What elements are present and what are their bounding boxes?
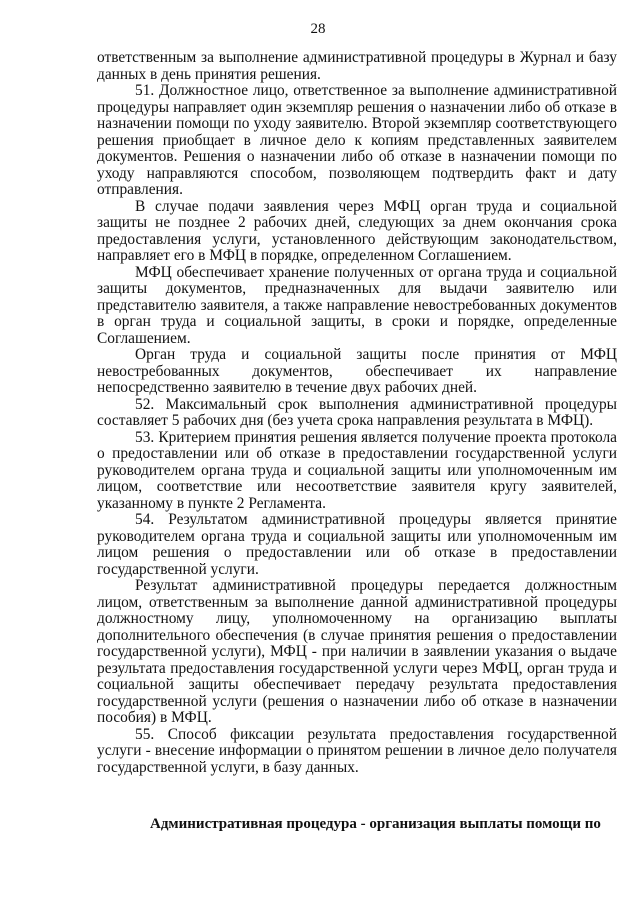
paragraph: 52. Максимальный срок выполнения административной процедуры составляет 5 рабочих дня (без учета срока направления результата в МФЦ).: [97, 395, 617, 429]
paragraph: 51. Должностное лицо, ответственное за выполнение административной процедуры направляет один экземпляр решения о назначении либо об отказе в назначении помощи по уходу заявителю. Второй экземпляр соответствующего решения приобщает в личное дело к копиям представленных заявителем документов. Решения о назначении либо об отказе в назначении помощи по уходу направляются способом, позволяющем подтвердить факт и дату отправления.: [97, 82, 617, 198]
paragraph: Результат административной процедуры передается должностным лицом, ответственным за выполнение данной административной процедуры должностному лицу, уполномоченному на организацию выплаты дополнительного обеспечения (в случае принятия решения о предоставлении государственной услуги), МФЦ - при наличии в заявлении указания о выдаче результата предоставления государственной услуги через МФЦ, орган труда и социальной защиты обеспечивает передачу результата предоставления государственной услуги (решения о назначении либо об отказе в назначении пособия) в МФЦ.: [97, 577, 617, 726]
paragraph: Орган труда и социальной защиты после принятия от МФЦ невостребованных документов, обеспечивает их направление непосредственно заявителю в течение двух рабочих дней.: [97, 346, 617, 396]
paragraph: МФЦ обеспечивает хранение полученных от органа труда и социальной защиты документов, предназначенных для выдачи заявителю или представителю заявителя, а также направление невостребованных документов в орган труда и социальной защиты, в сроки и порядке, определенные Соглашением.: [97, 263, 617, 347]
section-heading: Административная процедура - организация выплаты помощи по: [150, 816, 601, 832]
paragraph: В случае подачи заявления через МФЦ орган труда и социальной защиты не позднее 2 рабочих дней, следующих за днем окончания срока предоставления услуги, установленного действующим законодательством, направляет его в МФЦ в порядке, определенном Соглашением.: [97, 197, 617, 264]
document-body: [97, 50, 617, 776]
page-number: 28: [310, 21, 326, 37]
paragraph: ответственным за выполнение административной процедуры в Журнал и базу данных в день принятия решения.: [97, 49, 617, 83]
paragraph: 53. Критерием принятия решения является получение проекта протокола о предоставлении или об отказе в предоставлении государственной услуги руководителем органа труда и социальной защиты или уполномоченным им лицом, соответствие или несоответствие заявителя кругу заявителей, указанному в пункте 2 Регламента.: [97, 428, 617, 512]
paragraph: 55. Способ фиксации результата предоставления государственной услуги - внесение информации о принятом решении в личное дело получателя государственной услуги, в базу данных.: [97, 725, 617, 776]
paragraph: 54. Результатом административной процедуры является принятие руководителем органа труда и социальной защиты или уполномоченным им лицом решения о предоставлении или об отказе в предоставлении государственной услуги.: [97, 511, 617, 578]
